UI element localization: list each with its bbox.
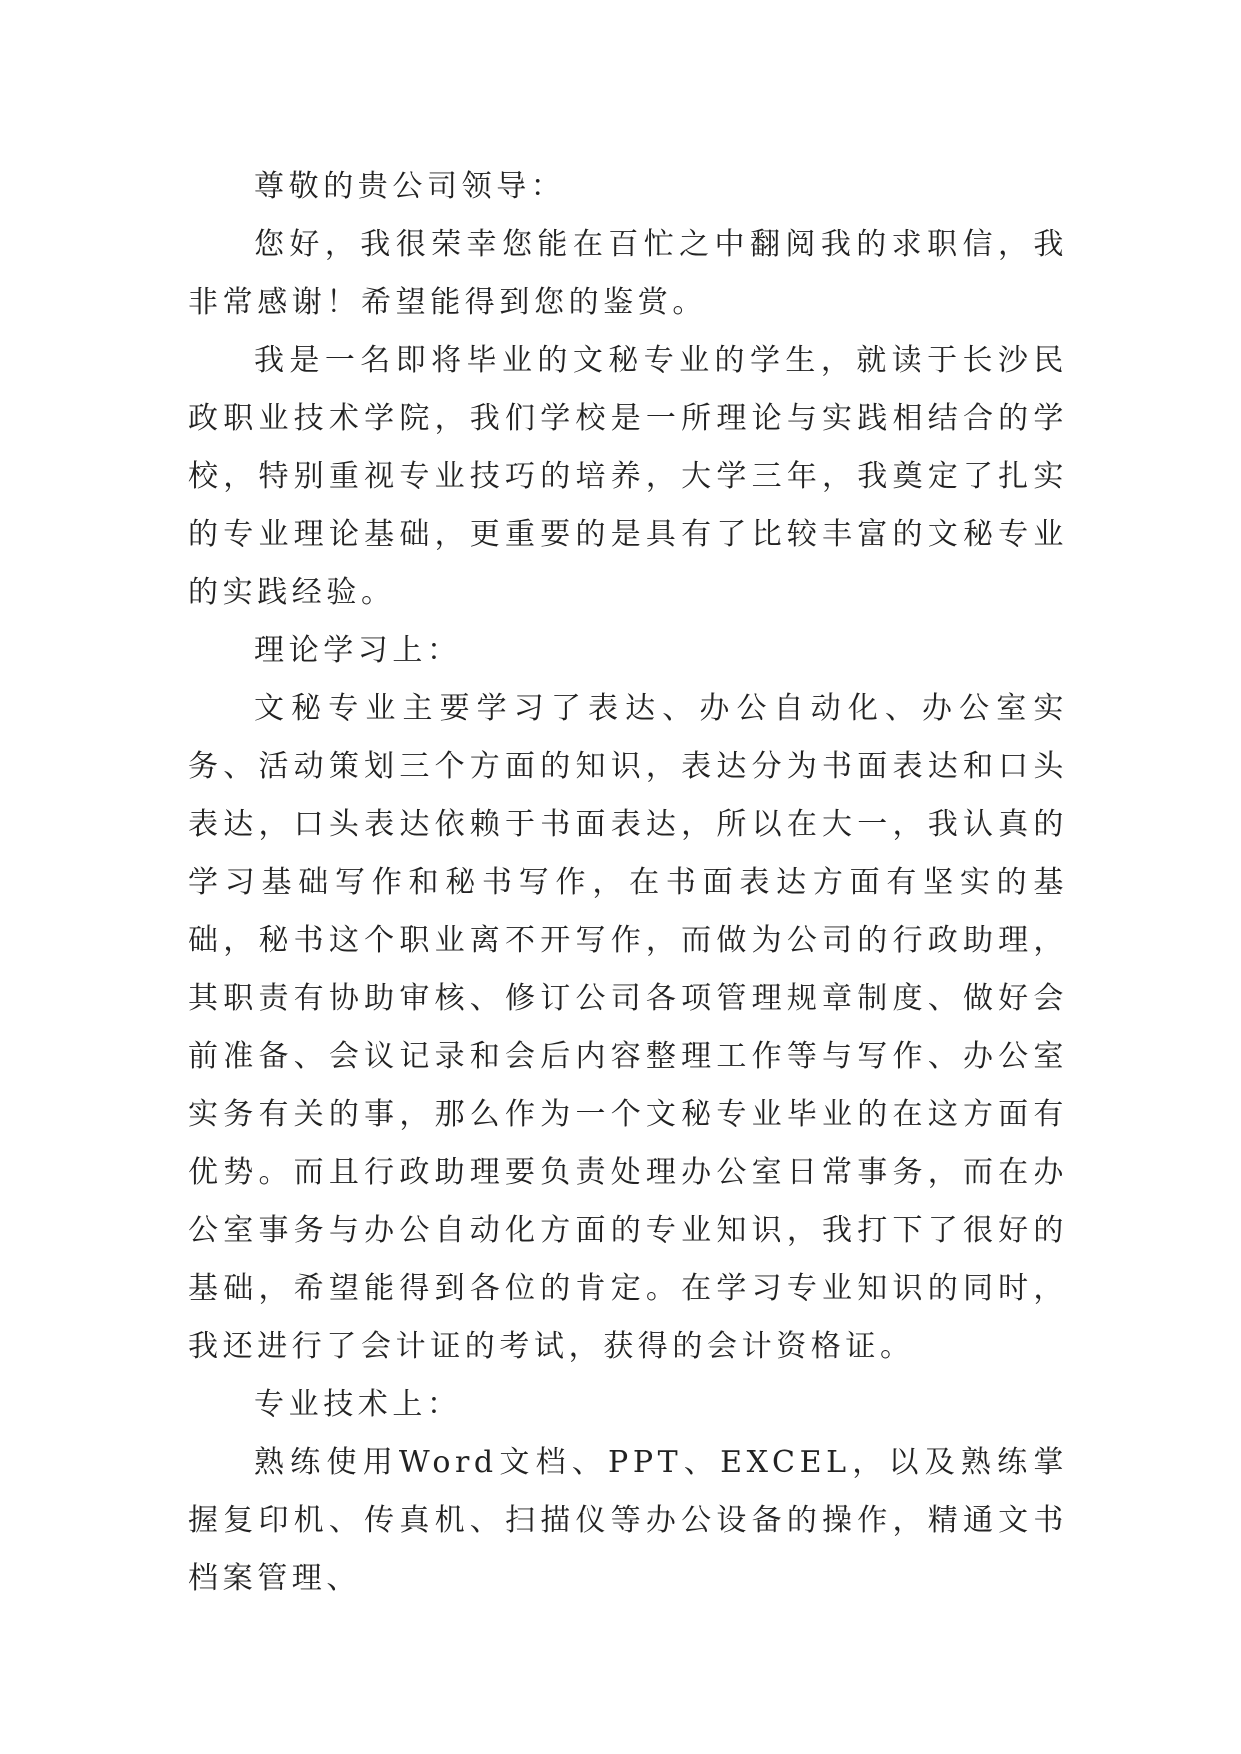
paragraph-theory-study: 文秘专业主要学习了表达、办公自动化、办公室实务、活动策划三个方面的知识，表达分为书面表达和口头表达，口头表达依赖于书面表达，所以在大一，我认真的学习基础写作和秘书写作，在书面表达方面有坚实的基础，秘书这个职业离不开写作，而做为公司的行政助理，其职责有协助审核、修订公司各项管理规章制度、做好会前准备、会议记录和会后内容整理工作等与写作、办公室实务有关的事，那么作为一个文秘专业毕业的在这方面有优势。而且行政助理要负责处理办公室日常事务，而在办公室事务与办公自动化方面的专业知识，我打下了很好的基础，希望能得到各位的肯定。在学习专业知识的同时，我还进行了会计证的考试，获得的会计资格证。 xyxy=(188,691,1068,1364)
paragraph-professional-skills: 熟练使用Word文档、PPT、EXCEL，以及熟练掌握复印机、传真机、扫描仪等办公设备的操作，精通文书档案管理、 xyxy=(188,1445,1068,1596)
paragraph-introduction: 我是一名即将毕业的文秘专业的学生，就读于长沙民政职业技术学院，我们学校是一所理论与实践相结合的学校，特别重视专业技巧的培养，大学三年，我奠定了扎实的专业理论基础，更重要的是具有了比较丰富的文秘专业的实践经验。 xyxy=(188,343,1068,610)
salutation: 尊敬的贵公司领导： xyxy=(254,169,566,204)
heading-theory-study: 理论学习上： xyxy=(254,633,462,668)
paragraph-greeting: 您好，我很荣幸您能在百忙之中翻阅我的求职信，我非常感谢！希望能得到您的鉴赏。 xyxy=(188,227,1068,320)
letter-body xyxy=(188,158,1068,1608)
heading-professional-skills: 专业技术上： xyxy=(254,1387,462,1422)
